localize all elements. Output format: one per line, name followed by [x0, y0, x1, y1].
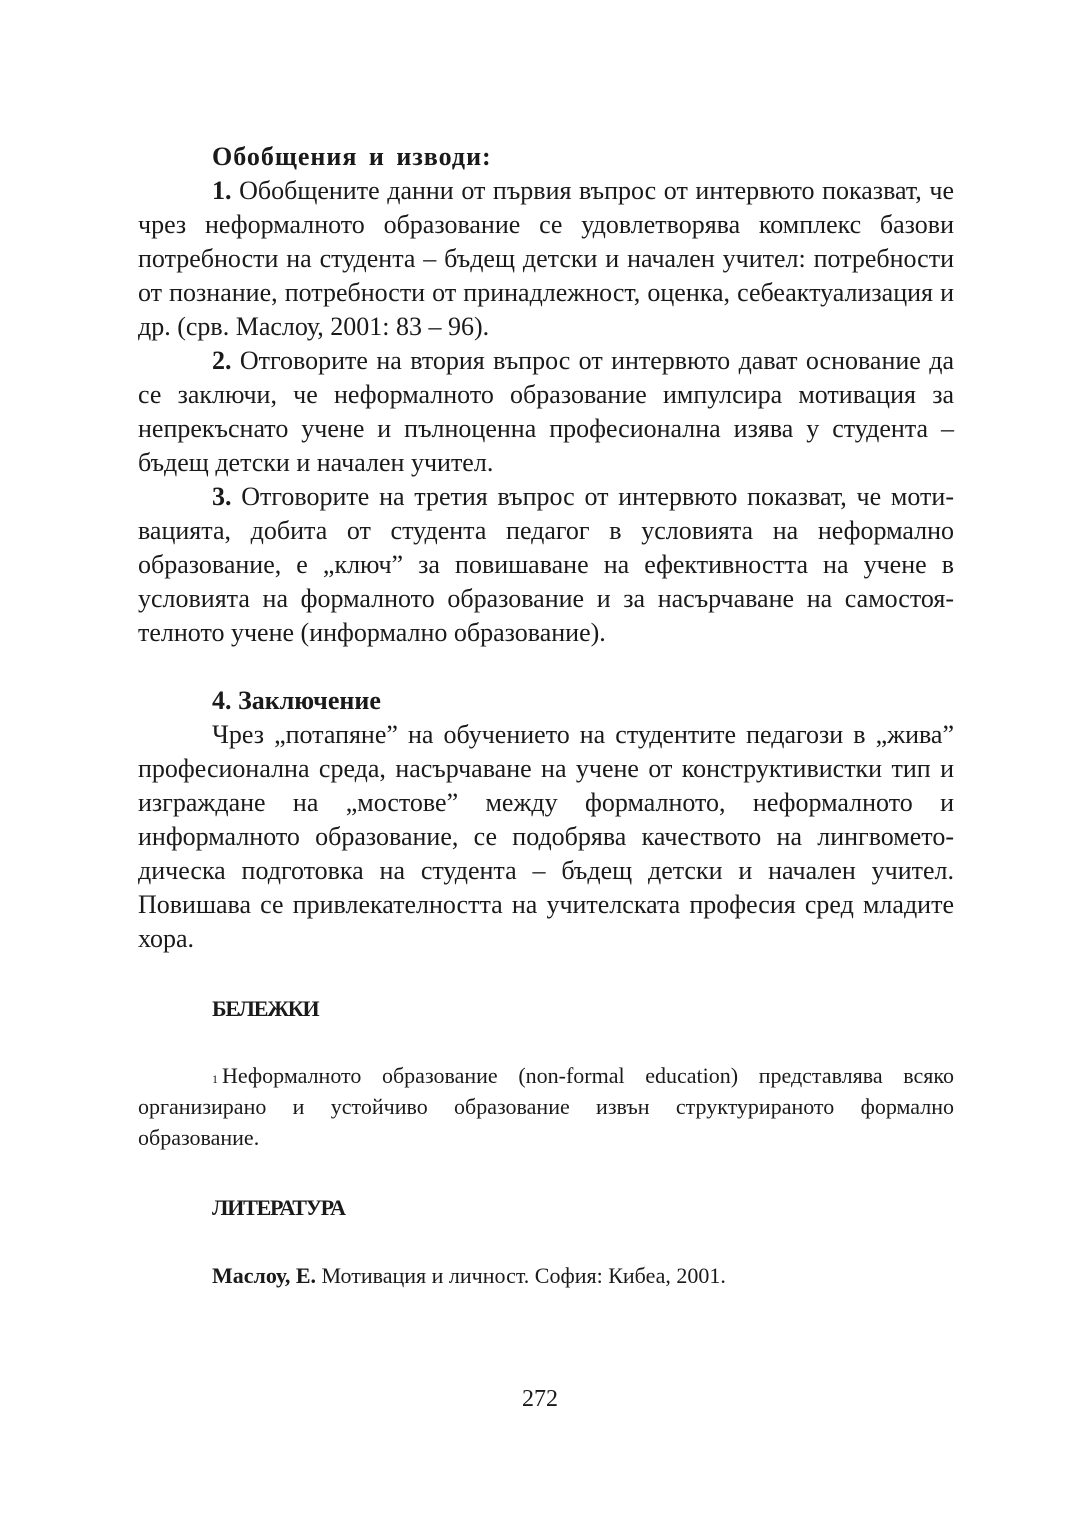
summary-item-text: Отговорите на третия въпрос от интервюто показват, че мотивацията, добита от студента педагог в условията на неформално образование, е „ключ” за повишаване на ефективността на учене в условията на формалното образование и за насърчаване на самостоятелното учене (информално образование).: [138, 482, 954, 647]
footnote-marker: 1: [212, 1072, 218, 1086]
page-number: 272: [522, 1386, 558, 1412]
literature-heading: ЛИТЕРАТУРА: [212, 1195, 345, 1220]
footnote: [138, 1060, 954, 1153]
conclusion-paragraph: Чрез „потапяне” на обучението на студентите педагози в „жива” професионална среда, насърчаване на учене от конструктивистки тип и изграждане на „мостове” между формалното, неформалното и информалното образование, се подобрява качеството на лингвометодическа подготовка на студента – бъдещ детски и начален учител. Повишава се привлекателността на учителската професия сред младите хора.: [138, 720, 954, 953]
notes-heading: БЕЛЕЖКИ: [212, 996, 319, 1021]
section-spacer: [138, 650, 954, 684]
conclusion-heading: 4. Заключение: [212, 686, 381, 715]
reference-title: Мотивация и личност. София: Кибеа, 2001.: [316, 1263, 726, 1288]
summary-item-number: 1.: [212, 176, 232, 205]
section-spacer: [138, 1223, 954, 1261]
summary-item-text: Обобщените данни от първия въпрос от интервюто показват, че чрез неформалното образование се удовлетворява комплекс базови потребности на студента – бъдещ детски и начален учител: потребности от познание, потребности от принадлежност, оценка, себеактуализация и др. (срв. Маслоу, 2001: 83 – 96).: [138, 176, 954, 341]
section-spacer: [138, 956, 954, 994]
summary-heading: Обобщения и изводи:: [212, 142, 492, 171]
main-text-block: [138, 140, 954, 956]
summary-item-2: [138, 344, 954, 480]
document-page: [138, 140, 954, 1291]
summary-item-number: 3.: [212, 482, 232, 511]
reference-entry: [138, 1261, 954, 1291]
footnote-text: Неформалното образование (non-formal education) представлява всяко организирано и устойчиво образование извън структурираното формално образование.: [138, 1063, 954, 1150]
section-spacer: [138, 1153, 954, 1193]
summary-item-3: [138, 480, 954, 650]
reference-author: Маслоу, Е.: [212, 1263, 317, 1288]
summary-item-1: [138, 174, 954, 344]
section-spacer: [138, 1024, 954, 1060]
summary-item-text: Отговорите на втория въпрос от интервюто дават основание да се заключи, че неформалното образование импулсира мотивация за непрекъснато учене и пълноценна професионална изява у студента – бъдещ детски и начален учител.: [138, 346, 954, 477]
summary-item-number: 2.: [212, 346, 232, 375]
